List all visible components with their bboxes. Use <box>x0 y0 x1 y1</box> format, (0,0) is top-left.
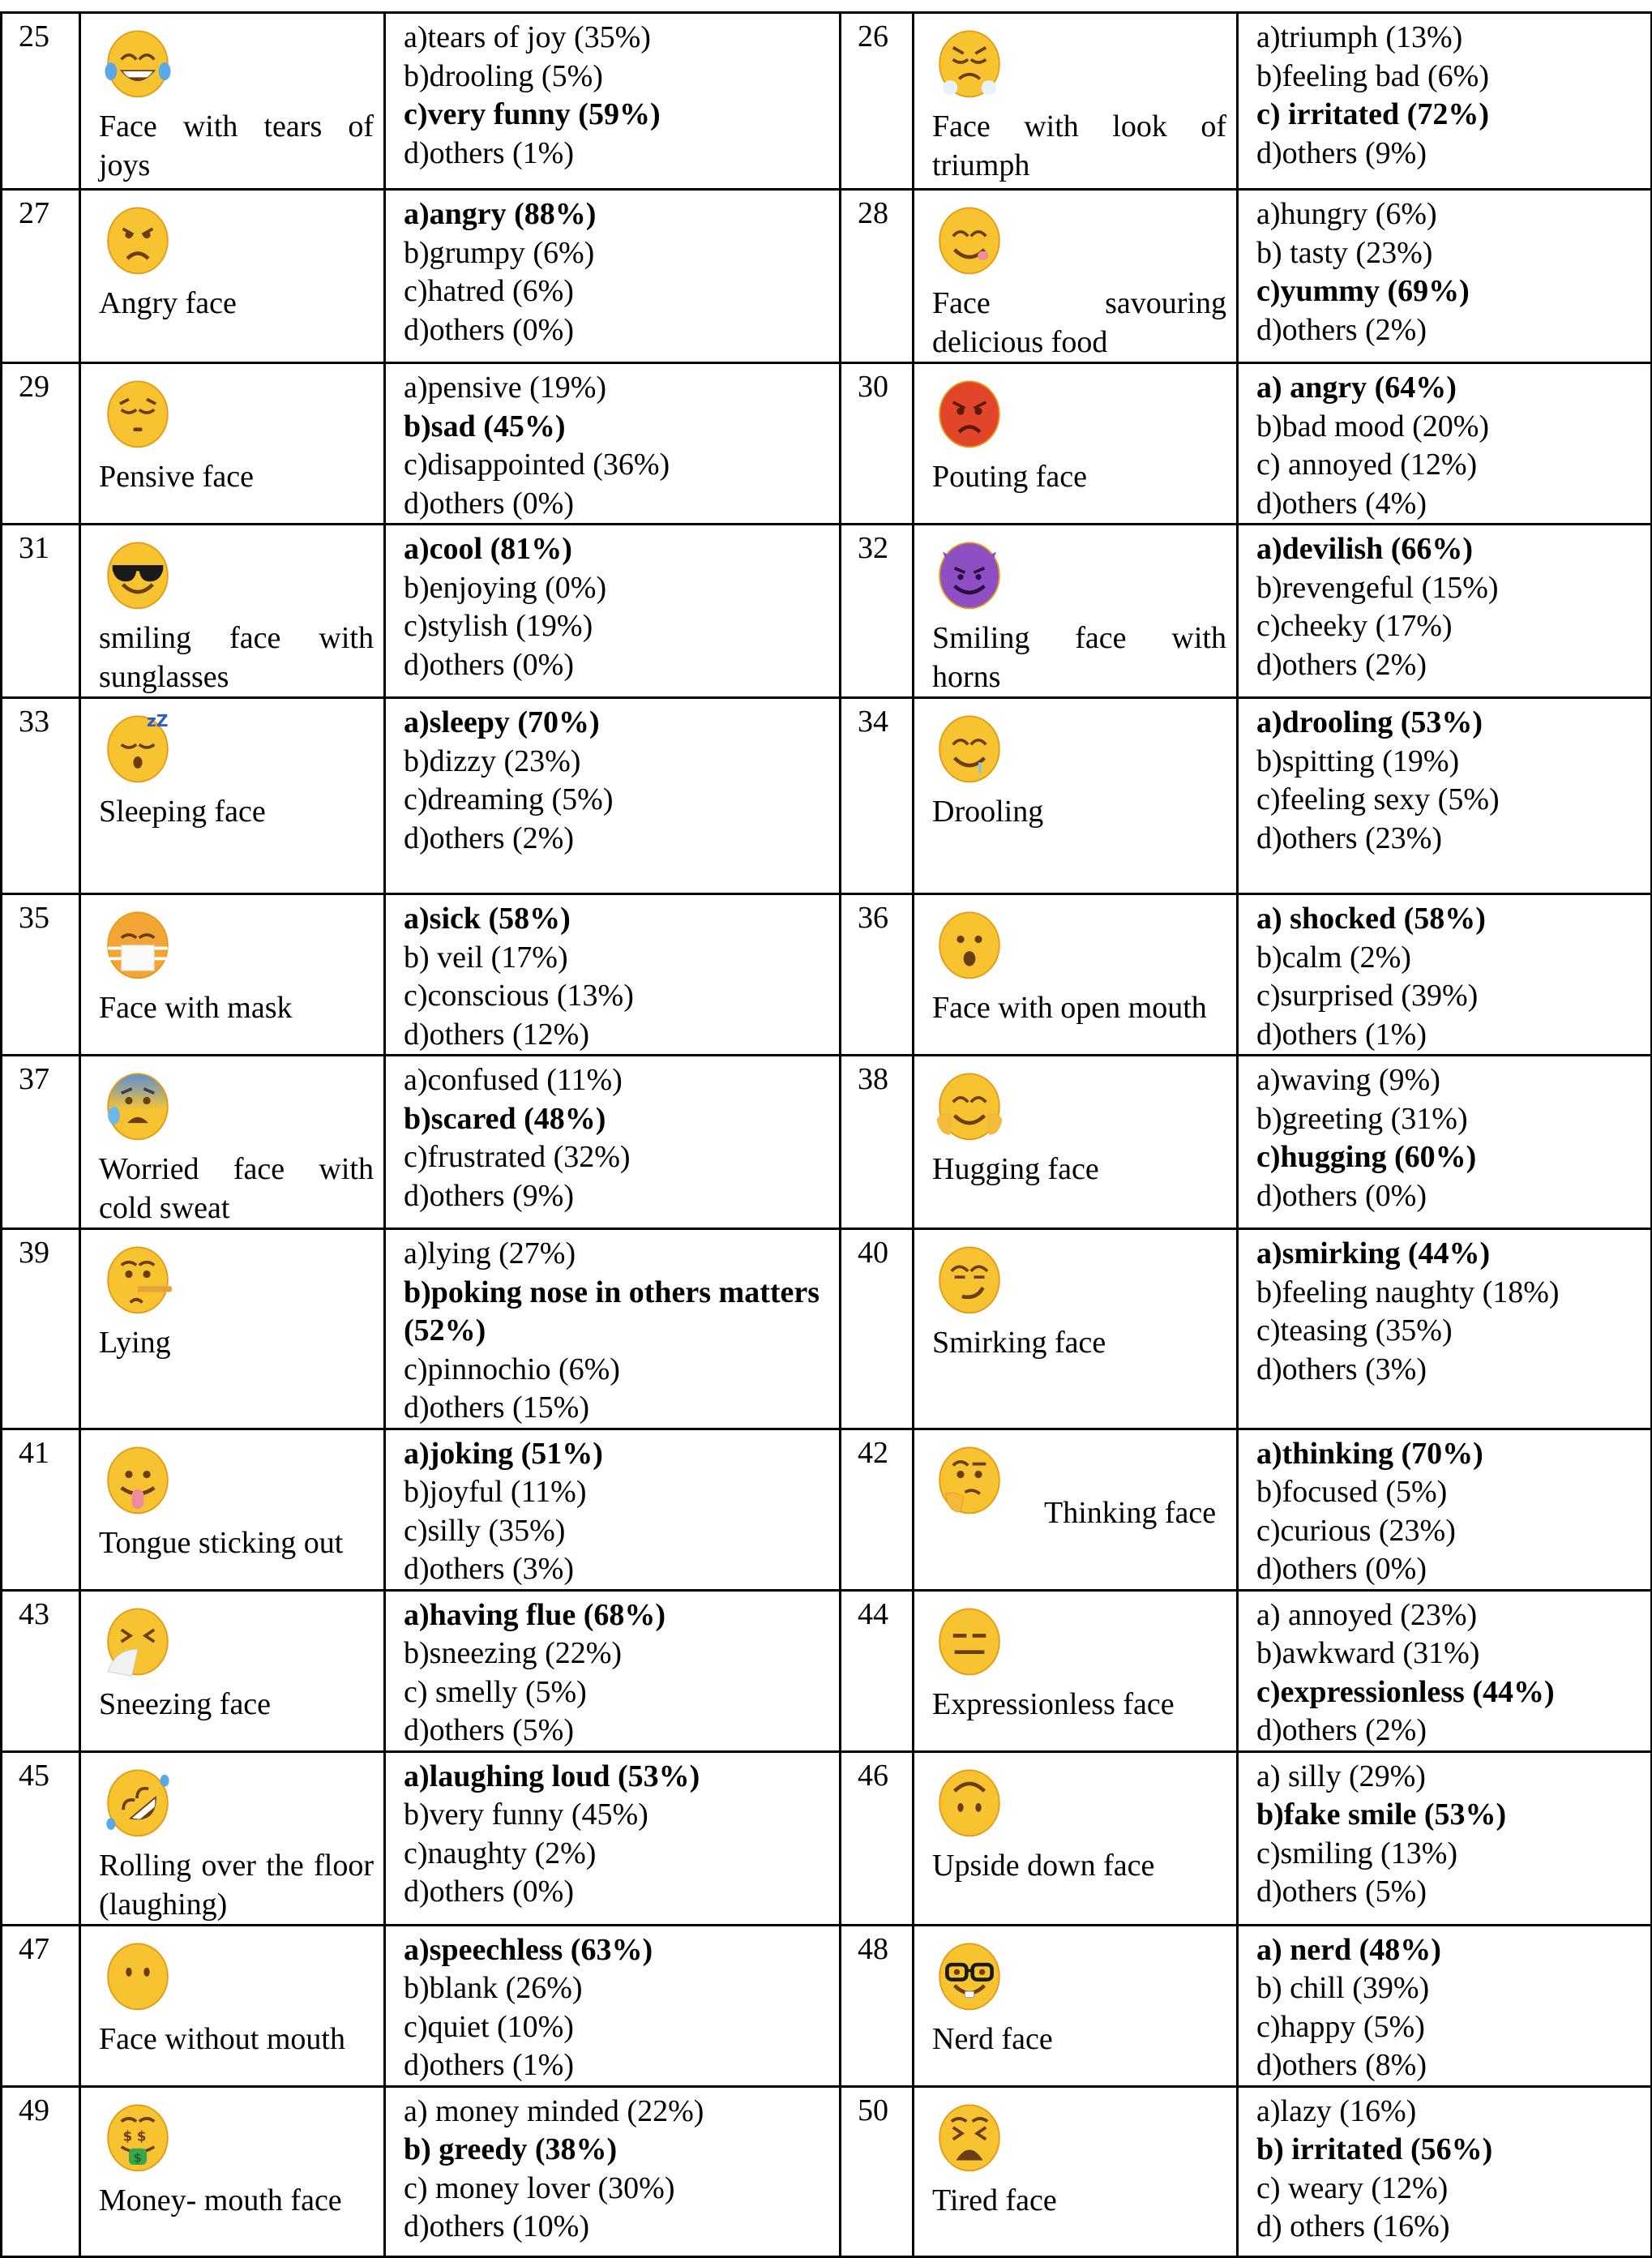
option: c)curious (23%) <box>1256 1513 1456 1548</box>
emoji-number: 47 <box>2 1925 80 2086</box>
option: d)others (3%) <box>1256 1352 1427 1386</box>
emoji-number: 43 <box>2 1590 80 1751</box>
interpretation-options <box>1238 1429 1652 1590</box>
emoji-cell <box>914 525 1238 698</box>
emoji-number: 41 <box>2 1429 80 1590</box>
option: d)others (0%) <box>1256 1552 1427 1586</box>
majority-option: c)expressionless (44%) <box>1256 1674 1555 1709</box>
interpretation-options <box>1238 894 1652 1056</box>
interpretation-options <box>385 894 841 1056</box>
emoji-cell <box>80 1925 385 2086</box>
option: d)others (0%) <box>404 486 574 521</box>
table-row <box>2 190 1652 363</box>
expressionless-face-icon <box>932 1600 1236 1685</box>
option: d)others (9%) <box>404 1178 574 1213</box>
option: c)dreaming (5%) <box>404 782 614 816</box>
emoji-cell <box>914 1925 1238 2086</box>
worried-face-with-cold-sweat-icon <box>101 1065 383 1150</box>
emoji-name: Face with mask <box>99 991 293 1025</box>
upside-down-face-icon <box>932 1761 1236 1846</box>
option: c)happy (5%) <box>1256 2009 1425 2044</box>
option: b)bad mood (20%) <box>1256 409 1490 443</box>
option: d)others (4%) <box>1256 486 1427 521</box>
svg-text:$ $: $ $ <box>122 2128 147 2144</box>
option: c)disappointed (36%) <box>404 448 670 482</box>
emoji-number: 49 <box>2 2086 80 2256</box>
face-with-open-mouth-icon <box>932 903 1236 988</box>
emoji-name: Face savouring delicious food <box>932 286 1226 359</box>
majority-option: c)yummy (69%) <box>1256 274 1470 308</box>
option: c) smelly (5%) <box>404 1674 587 1709</box>
emoji-number: 30 <box>841 363 914 525</box>
interpretation-options <box>1238 1751 1652 1925</box>
option: a)pensive (19%) <box>404 371 607 405</box>
interpretation-options <box>1238 525 1652 698</box>
majority-option: b)poking nose in others matters (52%) <box>404 1275 820 1348</box>
interpretation-options <box>1238 698 1652 894</box>
option: c)stylish (19%) <box>404 609 593 643</box>
emoji-cell <box>914 698 1238 894</box>
emoji-cell <box>80 190 385 363</box>
lying-face-icon <box>101 1238 383 1323</box>
option: b)feeling bad (6%) <box>1256 58 1489 93</box>
majority-option: a) shocked (58%) <box>1256 902 1486 936</box>
emoji-cell <box>914 894 1238 1056</box>
face-with-tongue-icon <box>101 1438 383 1523</box>
option: c)pinnochio (6%) <box>404 1352 620 1386</box>
emoji-name: Angry face <box>99 286 237 320</box>
majority-option: a)speechless (63%) <box>404 1932 653 1967</box>
option: b)awkward (31%) <box>1256 1636 1480 1670</box>
emoji-number: 27 <box>2 190 80 363</box>
face-with-mask-icon <box>101 903 383 988</box>
emoji-cell <box>914 1751 1238 1925</box>
option: b)joyful (11%) <box>404 1475 587 1509</box>
emoji-name: Drooling <box>932 795 1044 829</box>
option: d)others (9%) <box>1256 135 1427 170</box>
majority-option: a)devilish (66%) <box>1256 532 1474 566</box>
option: c)surprised (39%) <box>1256 979 1479 1013</box>
nerd-face-icon <box>932 1935 1236 2020</box>
majority-option: a)joking (51%) <box>404 1436 603 1471</box>
option: b)calm (2%) <box>1256 940 1411 975</box>
angry-face-icon <box>101 199 383 284</box>
option: b) chill (39%) <box>1256 1971 1430 2005</box>
interpretation-options <box>1238 2086 1652 2256</box>
smirking-face-icon <box>932 1238 1236 1323</box>
interpretation-options <box>1238 13 1652 190</box>
interpretation-options <box>1238 1925 1652 2086</box>
option: c) annoyed (12%) <box>1256 448 1478 482</box>
interpretation-options <box>385 2086 841 2256</box>
emoji-name: Smirking face <box>932 1326 1106 1360</box>
emoji-name: Nerd face <box>932 2021 1053 2056</box>
emoji-survey-table <box>0 11 1652 2258</box>
emoji-number: 40 <box>841 1229 914 1429</box>
majority-option: a)angry (88%) <box>404 197 597 231</box>
option: a) annoyed (23%) <box>1256 1597 1478 1632</box>
emoji-cell <box>914 13 1238 190</box>
emoji-number: 36 <box>841 894 914 1056</box>
option: b)grumpy (6%) <box>404 235 595 270</box>
majority-option: a)laughing loud (53%) <box>404 1759 700 1793</box>
svg-text:zZ: zZ <box>147 711 169 731</box>
emoji-cell <box>80 1590 385 1751</box>
option: d)others (12%) <box>404 1017 589 1052</box>
emoji-name: Tongue sticking out <box>99 1525 344 1560</box>
face-without-mouth-icon <box>101 1935 383 2020</box>
emoji-cell <box>80 698 385 894</box>
option: d)others (0%) <box>1256 1178 1427 1213</box>
majority-option: a) angry (64%) <box>1256 371 1457 405</box>
option: a)triumph (13%) <box>1256 20 1463 54</box>
interpretation-options <box>385 1429 841 1590</box>
emoji-number: 33 <box>2 698 80 894</box>
emoji-cell <box>80 1751 385 1925</box>
option: c)feeling sexy (5%) <box>1256 782 1500 816</box>
table-row <box>2 1429 1652 1590</box>
option: b)enjoying (0%) <box>404 570 607 605</box>
majority-option: b)sad (45%) <box>404 409 566 443</box>
emoji-cell <box>80 1056 385 1229</box>
emoji-number: 32 <box>841 525 914 698</box>
emoji-name: Pensive face <box>99 460 254 494</box>
emoji-number: 26 <box>841 13 914 190</box>
table-row <box>2 1056 1652 1229</box>
emoji-number: 48 <box>841 1925 914 2086</box>
rolling-on-the-floor-laughing-icon <box>101 1761 383 1846</box>
emoji-name: Face with open mouth <box>932 991 1207 1025</box>
emoji-cell <box>80 1429 385 1590</box>
smiling-face-with-horns-icon <box>932 533 1236 619</box>
sneezing-face-icon <box>101 1600 383 1685</box>
majority-option: b) greedy (38%) <box>404 2132 618 2166</box>
table-row <box>2 525 1652 698</box>
emoji-cell <box>80 1229 385 1429</box>
option: d)others (3%) <box>404 1552 574 1586</box>
emoji-number: 38 <box>841 1056 914 1229</box>
pensive-face-icon <box>101 372 383 457</box>
option: d)others (2%) <box>1256 1713 1427 1747</box>
majority-option: a)drooling (53%) <box>1256 705 1483 739</box>
option: a)waving (9%) <box>1256 1063 1440 1097</box>
option: c) money lover (30%) <box>404 2170 675 2205</box>
table-row <box>2 698 1652 894</box>
table-row <box>2 1229 1652 1429</box>
table-body <box>2 13 1652 2257</box>
option: b)sneezing (22%) <box>404 1636 623 1670</box>
emoji-name: Expressionless face <box>932 1686 1175 1721</box>
interpretation-options <box>1238 190 1652 363</box>
emoji-name: Tired face <box>932 2183 1057 2217</box>
option: d)others (8%) <box>1256 2048 1427 2082</box>
emoji-number: 42 <box>841 1429 914 1590</box>
majority-option: a)having flue (68%) <box>404 1597 666 1632</box>
option: b)dizzy (23%) <box>404 743 581 778</box>
option: c)silly (35%) <box>404 1513 566 1548</box>
option: b)revengeful (15%) <box>1256 570 1499 605</box>
emoji-number: 50 <box>841 2086 914 2256</box>
option: a)confused (11%) <box>404 1063 623 1097</box>
option: b) veil (17%) <box>404 940 568 975</box>
option: a)lying (27%) <box>404 1236 576 1270</box>
emoji-name: Money- mouth face <box>99 2183 342 2217</box>
money-mouth-face-icon <box>101 2096 383 2181</box>
sleeping-face-icon <box>101 707 383 792</box>
emoji-cell <box>80 13 385 190</box>
emoji-cell <box>914 1229 1238 1429</box>
option: d)others (1%) <box>1256 1017 1427 1052</box>
option: d)others (2%) <box>1256 312 1427 347</box>
emoji-cell <box>914 363 1238 525</box>
option: d)others (1%) <box>404 135 574 170</box>
majority-option: c) irritated (72%) <box>1256 97 1489 131</box>
majority-option: b)scared (48%) <box>404 1101 606 1136</box>
option: a) money minded (22%) <box>404 2093 704 2128</box>
option: c)smiling (13%) <box>1256 1836 1458 1870</box>
table-row <box>2 1751 1652 1925</box>
emoji-name: Face with look of triumph <box>932 109 1226 182</box>
majority-option: a)sick (58%) <box>404 902 571 936</box>
interpretation-options <box>385 525 841 698</box>
emoji-cell <box>914 190 1238 363</box>
majority-option: a)thinking (70%) <box>1256 1436 1483 1471</box>
face-with-look-of-triumph-icon <box>932 22 1236 107</box>
interpretation-options <box>385 363 841 525</box>
pouting-face-icon <box>932 372 1236 457</box>
interpretation-options <box>1238 1056 1652 1229</box>
majority-option: c)very funny (59%) <box>404 97 661 131</box>
option: b)drooling (5%) <box>404 58 603 93</box>
option: d)others (0%) <box>404 1875 574 1909</box>
face-savouring-food-icon <box>932 199 1236 284</box>
option: b)spitting (19%) <box>1256 743 1460 778</box>
emoji-number: 45 <box>2 1751 80 1925</box>
interpretation-options <box>385 1751 841 1925</box>
interpretation-options <box>385 1925 841 2086</box>
option: c)frustrated (32%) <box>404 1140 631 1174</box>
option: d)others (5%) <box>1256 1875 1427 1909</box>
table-row <box>2 1590 1652 1751</box>
option: c)conscious (13%) <box>404 979 634 1013</box>
emoji-name: Face without mouth <box>99 2021 345 2056</box>
option: d)others (0%) <box>404 647 574 682</box>
option: d) others (16%) <box>1256 2209 1450 2243</box>
majority-option: b)fake smile (53%) <box>1256 1797 1507 1832</box>
emoji-cell <box>80 894 385 1056</box>
interpretation-options <box>1238 1590 1652 1751</box>
tired-face-icon <box>932 2096 1236 2181</box>
option: b)greeting (31%) <box>1256 1101 1468 1136</box>
emoji-name: Face with tears of joys <box>99 109 374 182</box>
face-with-tears-of-joy-icon <box>101 22 383 107</box>
table-row <box>2 894 1652 1056</box>
option: d)others (2%) <box>404 821 574 855</box>
emoji-name: Pouting face <box>932 460 1088 494</box>
option: c) weary (12%) <box>1256 2170 1449 2205</box>
emoji-name: Hugging face <box>932 1152 1099 1186</box>
option: b)very funny (45%) <box>404 1797 648 1832</box>
emoji-cell <box>80 363 385 525</box>
emoji-name: Rolling over the floor (laughing) <box>99 1848 374 1922</box>
emoji-name: Sneezing face <box>99 1686 272 1721</box>
emoji-number: 25 <box>2 13 80 190</box>
option: c)quiet (10%) <box>404 2009 574 2044</box>
option: d)others (23%) <box>1256 821 1442 855</box>
option: c)naughty (2%) <box>404 1836 597 1870</box>
option: c)cheeky (17%) <box>1256 609 1453 643</box>
emoji-name: Smiling face with horns <box>932 621 1226 694</box>
emoji-cell <box>914 1056 1238 1229</box>
option: c)teasing (35%) <box>1256 1313 1453 1348</box>
majority-option: a) nerd (48%) <box>1256 1932 1441 1967</box>
emoji-number: 28 <box>841 190 914 363</box>
emoji-name: Worried face with cold sweat <box>99 1152 374 1225</box>
emoji-cell <box>914 1429 1238 1590</box>
majority-option: a)cool (81%) <box>404 532 572 566</box>
majority-option: b) irritated (56%) <box>1256 2132 1493 2166</box>
emoji-name: Sleeping face <box>99 795 266 829</box>
table-row <box>2 363 1652 525</box>
interpretation-options <box>385 1229 841 1429</box>
option: a)hungry (6%) <box>1256 197 1437 231</box>
emoji-number: 39 <box>2 1229 80 1429</box>
interpretation-options <box>385 698 841 894</box>
option: b)focused (5%) <box>1256 1475 1448 1509</box>
emoji-number: 29 <box>2 363 80 525</box>
emoji-cell <box>80 525 385 698</box>
majority-option: c)hugging (60%) <box>1256 1140 1477 1174</box>
emoji-number: 44 <box>841 1590 914 1751</box>
emoji-number: 31 <box>2 525 80 698</box>
option: d)others (0%) <box>404 312 574 347</box>
emoji-number: 37 <box>2 1056 80 1229</box>
option: d)others (2%) <box>1256 647 1427 682</box>
option: d)others (1%) <box>404 2048 574 2082</box>
smiling-face-with-sunglasses-icon <box>101 533 383 619</box>
emoji-cell <box>914 2086 1238 2256</box>
option: a)lazy (16%) <box>1256 2093 1417 2128</box>
drooling-face-icon <box>932 707 1236 792</box>
interpretation-options <box>385 1590 841 1751</box>
emoji-name: smiling face with sunglasses <box>99 621 374 694</box>
interpretation-options <box>1238 1229 1652 1429</box>
hugging-face-icon <box>932 1065 1236 1150</box>
table-row <box>2 2086 1652 2256</box>
interpretation-options <box>385 190 841 363</box>
table-row <box>2 13 1652 190</box>
table-row <box>2 1925 1652 2086</box>
interpretation-options <box>385 1056 841 1229</box>
option: d)others (15%) <box>404 1390 589 1425</box>
option: c)hatred (6%) <box>404 274 574 308</box>
emoji-number: 35 <box>2 894 80 1056</box>
emoji-cell <box>914 1590 1238 1751</box>
interpretation-options <box>385 13 841 190</box>
emoji-name: Upside down face <box>932 1848 1155 1883</box>
option: a) silly (29%) <box>1256 1759 1426 1793</box>
emoji-number: 34 <box>841 698 914 894</box>
option: d)others (5%) <box>404 1713 574 1747</box>
option: b)blank (26%) <box>404 1971 583 2005</box>
option: a)tears of joy (35%) <box>404 20 651 54</box>
interpretation-options <box>1238 363 1652 525</box>
majority-option: a)smirking (44%) <box>1256 1236 1491 1270</box>
option: d)others (10%) <box>404 2209 589 2243</box>
emoji-cell <box>80 2086 385 2256</box>
emoji-number: 46 <box>841 1751 914 1925</box>
option: b)feeling naughty (18%) <box>1256 1275 1560 1309</box>
emoji-name: Lying <box>99 1326 171 1360</box>
majority-option: a)sleepy (70%) <box>404 705 600 739</box>
emoji-name: Thinking face <box>1044 1495 1217 1530</box>
option: b) tasty (23%) <box>1256 235 1433 270</box>
svg-text:$: $ <box>133 2150 142 2165</box>
